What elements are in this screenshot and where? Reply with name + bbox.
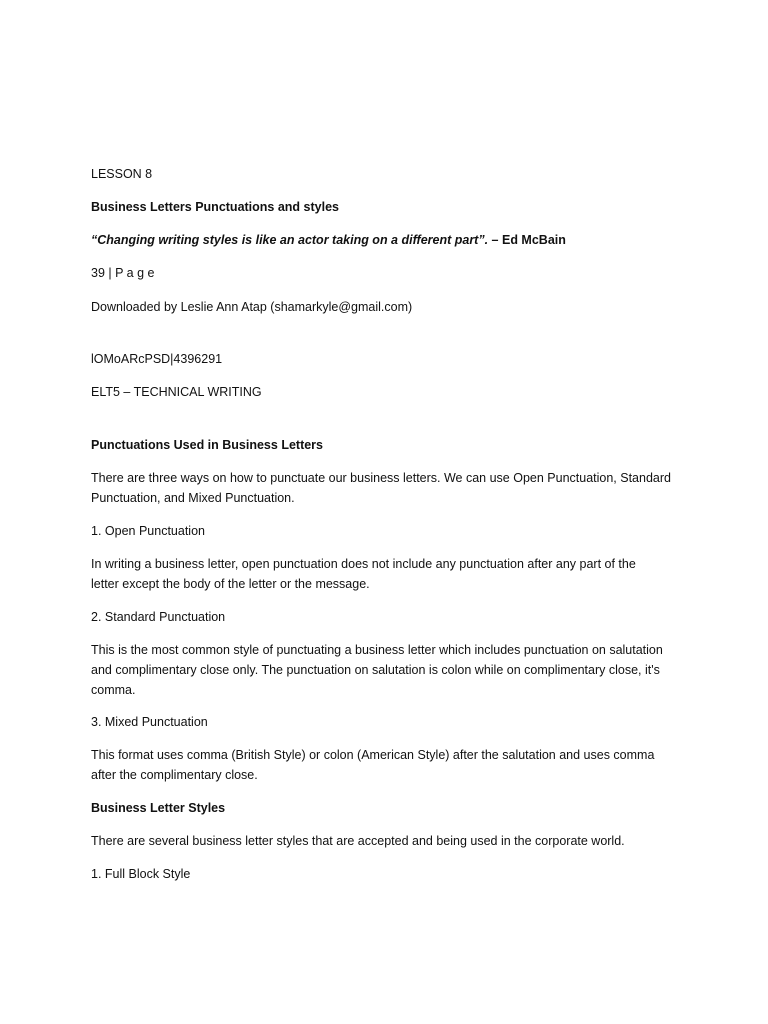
- item-heading-full-block: 1. Full Block Style: [91, 867, 191, 881]
- text-line: This format uses comma (British Style) or colon (American Style) after the salutation and uses comma: [91, 748, 655, 762]
- lesson-label: LESSON 8: [91, 167, 153, 181]
- item-body-mixed: [91, 745, 691, 785]
- section-intro-punctuations: [91, 468, 691, 508]
- text-line: There are three ways on how to punctuate our business letters. We can use Open Punctuation, Standard: [91, 471, 671, 485]
- section-heading-styles: Business Letter Styles: [91, 801, 226, 815]
- text-line: This is the most common style of punctuating a business letter which includes punctuation on salutation: [91, 643, 663, 657]
- document-title: Business Letters Punctuations and styles: [91, 200, 339, 214]
- document-id: lOMoARcPSD|4396291: [91, 352, 223, 366]
- epigraph-quote: “Changing writing styles is like an actor taking on a different part”.: [91, 233, 489, 247]
- text-line: Punctuation, and Mixed Punctuation.: [91, 491, 295, 505]
- text-line: comma.: [91, 683, 136, 697]
- download-notice: Downloaded by Leslie Ann Atap (shamarkyle@gmail.com): [91, 300, 413, 314]
- item-heading-standard: 2. Standard Punctuation: [91, 610, 226, 624]
- item-heading-mixed: 3. Mixed Punctuation: [91, 715, 208, 729]
- text-line: In writing a business letter, open punctuation does not include any punctuation after any part of the: [91, 557, 636, 571]
- item-body-open: [91, 554, 691, 594]
- course-title: ELT5 – TECHNICAL WRITING: [91, 385, 262, 399]
- page-reference: 39 | P a g e: [91, 266, 155, 280]
- section-intro-styles: There are several business letter styles that are accepted and being used in the corporate world.: [91, 834, 625, 848]
- epigraph-attribution: – Ed McBain: [488, 233, 566, 247]
- text-line: letter except the body of the letter or the message.: [91, 577, 370, 591]
- text-line: and complimentary close only. The punctuation on salutation is colon while on complimentary close, it's: [91, 663, 660, 677]
- section-heading-punctuations: Punctuations Used in Business Letters: [91, 438, 323, 452]
- item-body-standard: [91, 640, 691, 700]
- text-line: after the complimentary close.: [91, 768, 258, 782]
- item-heading-open: 1. Open Punctuation: [91, 524, 205, 538]
- epigraph: [91, 230, 691, 250]
